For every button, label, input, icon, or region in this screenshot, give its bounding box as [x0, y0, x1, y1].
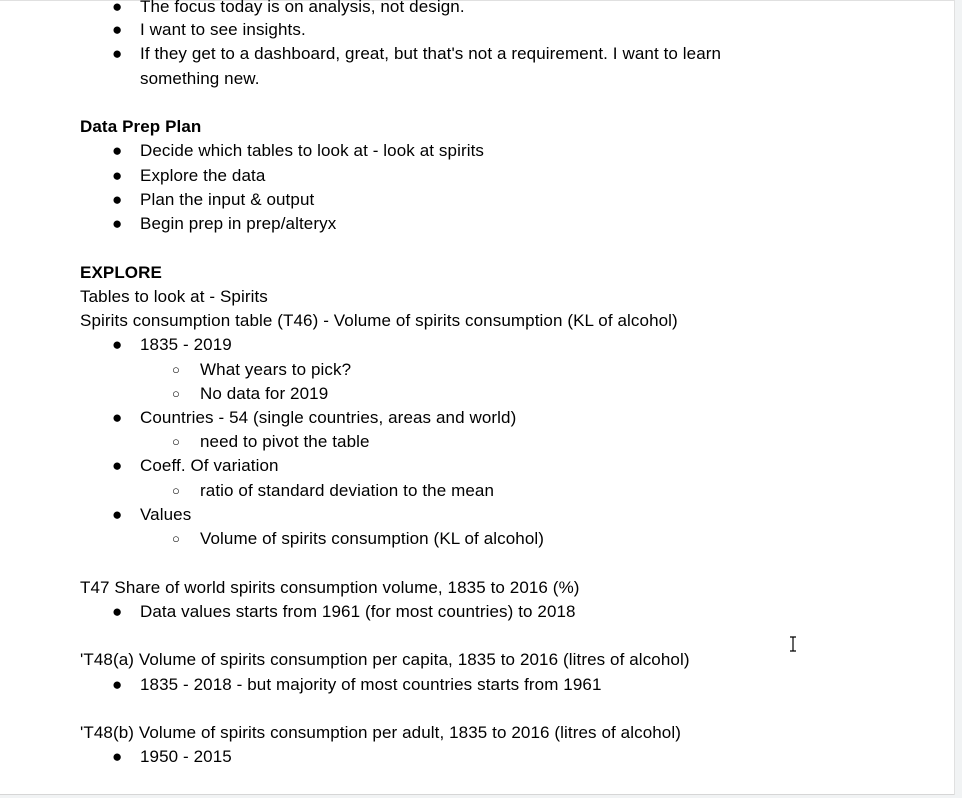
bullet-icon: ● [112, 675, 123, 694]
paragraph: T47 Share of world spirits consumption volume, 1835 to 2016 (%) [80, 578, 580, 597]
paragraph: 'T48(a) Volume of spirits consumption per capita, 1835 to 2016 (litres of alcohol) [80, 650, 690, 669]
bullet-icon: ● [112, 190, 123, 209]
bullet-icon: ● [112, 747, 123, 766]
paragraph: Tables to look at - Spirits [80, 287, 268, 306]
bullet-icon: ● [112, 44, 123, 63]
page-edge [954, 0, 962, 798]
bullet-icon: ● [112, 602, 123, 621]
bullet-icon: ● [112, 141, 123, 160]
bullet-icon: ● [112, 214, 123, 233]
hollow-bullet-icon: ○ [172, 386, 180, 401]
bullet-icon: ● [112, 456, 123, 475]
hollow-bullet-icon: ○ [172, 531, 180, 546]
paragraph: Spirits consumption table (T46) - Volume of spirits consumption (KL of alcohol) [80, 311, 678, 330]
section-heading-data-prep: Data Prep Plan [80, 117, 202, 136]
bullet-icon: ● [112, 505, 123, 524]
hollow-bullet-icon: ○ [172, 362, 180, 377]
bullet-icon: ● [112, 166, 123, 185]
text-cursor-icon [788, 636, 798, 652]
bullet-icon: ● [112, 408, 123, 427]
paragraph: 'T48(b) Volume of spirits consumption per adult, 1835 to 2016 (litres of alcohol) [80, 723, 681, 742]
hollow-bullet-icon: ○ [172, 434, 180, 449]
bullet-icon: ● [112, 20, 123, 39]
hollow-bullet-icon: ○ [172, 483, 180, 498]
section-heading-explore: EXPLORE [80, 263, 162, 282]
bullet-icon: ● [112, 335, 123, 354]
bullet-icon: ● [112, 0, 123, 16]
